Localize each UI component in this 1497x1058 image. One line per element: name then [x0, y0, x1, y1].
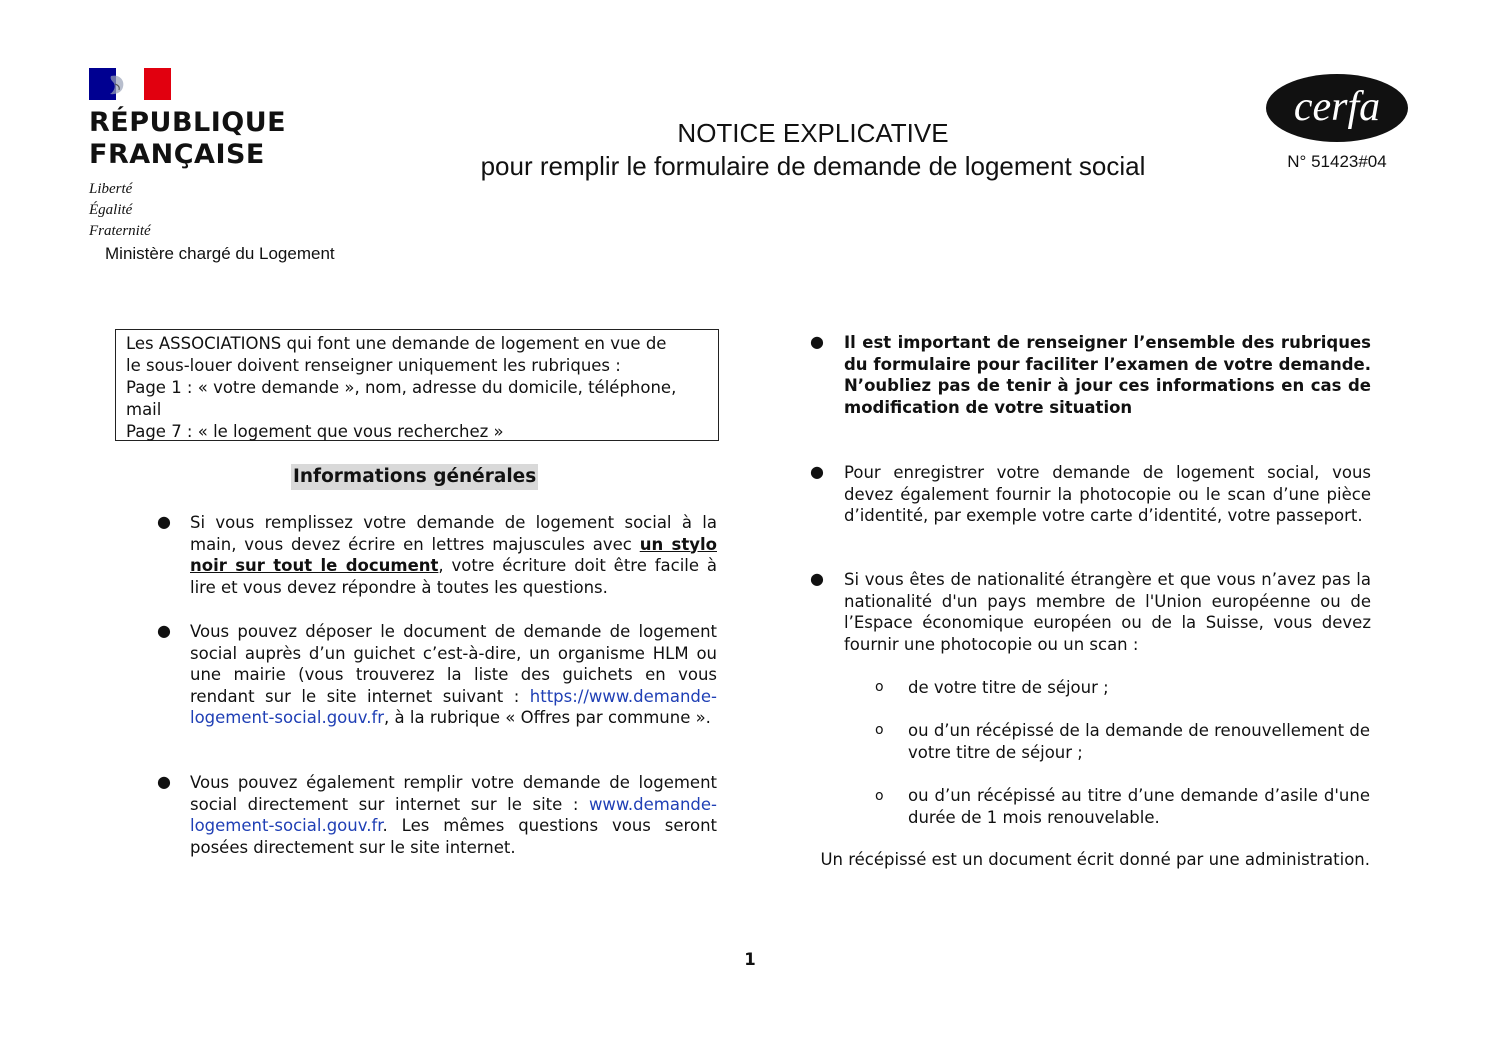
- logo-motto-liberte: Liberté: [89, 181, 133, 197]
- bullet-icon: ●: [810, 569, 824, 588]
- assoc-line-2: le sous-louer doivent renseigner uniquement les rubriques :: [126, 356, 621, 375]
- left-bullet-2: [190, 621, 717, 729]
- bullet-icon: ●: [810, 332, 824, 351]
- logo-republique: RÉPUBLIQUE: [89, 107, 287, 138]
- right-sub-bullet-3: ou d’un récépissé au titre d’une demande d’asile d'une durée de 1 mois renouvelable.: [908, 786, 1370, 827]
- document-title: NOTICE EXPLICATIVE: [677, 118, 949, 148]
- sub-bullet-icon: o: [875, 722, 884, 738]
- bullet-icon: ●: [157, 772, 171, 791]
- left-bullet-2-text: Vous pouvez déposer le document de demande de logement social auprès d’un guichet c’est-à-dire, un organisme HLM ou une mairie (vous trouverez la liste des guichets en vous rendant sur le site internet suivant :: [190, 622, 717, 706]
- left-bullet-3-text: Vous pouvez également remplir votre demande de logement social directement sur internet sur le site :: [190, 773, 717, 814]
- marianne-flag-logo: [89, 68, 171, 100]
- bullet-icon: ●: [810, 462, 824, 481]
- right-sub-bullet-2: ou d’un récépissé de la demande de renouvellement de votre titre de séjour ;: [908, 721, 1370, 762]
- demande-logement-link[interactable]: https://www.demande-logement-social.gouv.fr: [190, 686, 717, 727]
- page-number: 1: [744, 950, 756, 969]
- left-bullet-2-text-end: , à la rubrique « Offres par commune ».: [384, 708, 711, 727]
- bullet-icon: ●: [157, 621, 171, 640]
- left-bullet-1-emphasis: un stylo noir sur tout le document: [190, 534, 717, 575]
- demande-logement-site-link[interactable]: www.demande-logement-social.gouv.fr: [190, 794, 717, 835]
- bullet-icon: ●: [157, 512, 171, 531]
- cerfa-number: N° 51423#04: [1287, 152, 1387, 171]
- cerfa-logo-text: cerfa: [1293, 84, 1381, 130]
- document-subtitle: pour remplir le formulaire de demande de logement social: [480, 151, 1146, 181]
- associations-notice-box: [115, 329, 719, 441]
- sub-bullet-icon: o: [875, 788, 884, 804]
- left-bullet-3-text-end: . Les mêmes questions vous seront posées directement sur le site internet.: [190, 816, 717, 857]
- logo-motto-egalite: Égalité: [89, 202, 133, 218]
- left-bullet-3: [190, 772, 717, 858]
- logo-francaise: FRANÇAISE: [89, 139, 265, 170]
- cerfa-logo: [1265, 73, 1409, 143]
- assoc-line-1: Les ASSOCIATIONS qui font une demande de logement en vue de: [126, 334, 667, 353]
- assoc-line-5: Page 7 : « le logement que vous recherchez »: [126, 422, 504, 441]
- left-bullet-1-text: Si vous remplissez votre demande de logement social à la main, vous devez écrire en lettres majuscules avec: [190, 513, 717, 554]
- section-title: Informations générales: [291, 464, 538, 490]
- right-bullet-3: Si vous êtes de nationalité étrangère et que vous n’avez pas la nationalité d'un pays membre de l'Union européenne ou de l’Espace économique européen ou de la Suisse, vous devez fournir une photocopie ou un scan :: [844, 570, 1371, 654]
- left-bullet-1-text-end: , votre écriture doit être facile à lire et vous devez répondre à toutes les questions.: [190, 556, 717, 597]
- assoc-line-4: mail: [126, 400, 162, 419]
- assoc-line-3: Page 1 : « votre demande », nom, adresse du domicile, téléphone,: [126, 378, 677, 397]
- sub-bullet-icon: o: [875, 679, 884, 695]
- right-sub-bullet-1: de votre titre de séjour ;: [908, 678, 1109, 697]
- right-bullet-2: Pour enregistrer votre demande de logement social, vous devez également fournir la photocopie ou le scan d’une pièce d’identité, par exemple votre carte d’identité, votre passeport.: [844, 463, 1371, 525]
- logo-motto-fraternite: Fraternité: [89, 223, 151, 239]
- right-bullet-1: Il est important de renseigner l’ensemble des rubriques du formulaire pour faciliter l’examen de votre demande. N’oubliez pas de tenir à jour ces informations en cas de modification de votre situation: [844, 333, 1371, 417]
- footer-note: Un récépissé est un document écrit donné par une administration.: [820, 850, 1370, 869]
- left-bullet-1: [190, 512, 717, 598]
- ministry-name: Ministère chargé du Logement: [105, 244, 335, 263]
